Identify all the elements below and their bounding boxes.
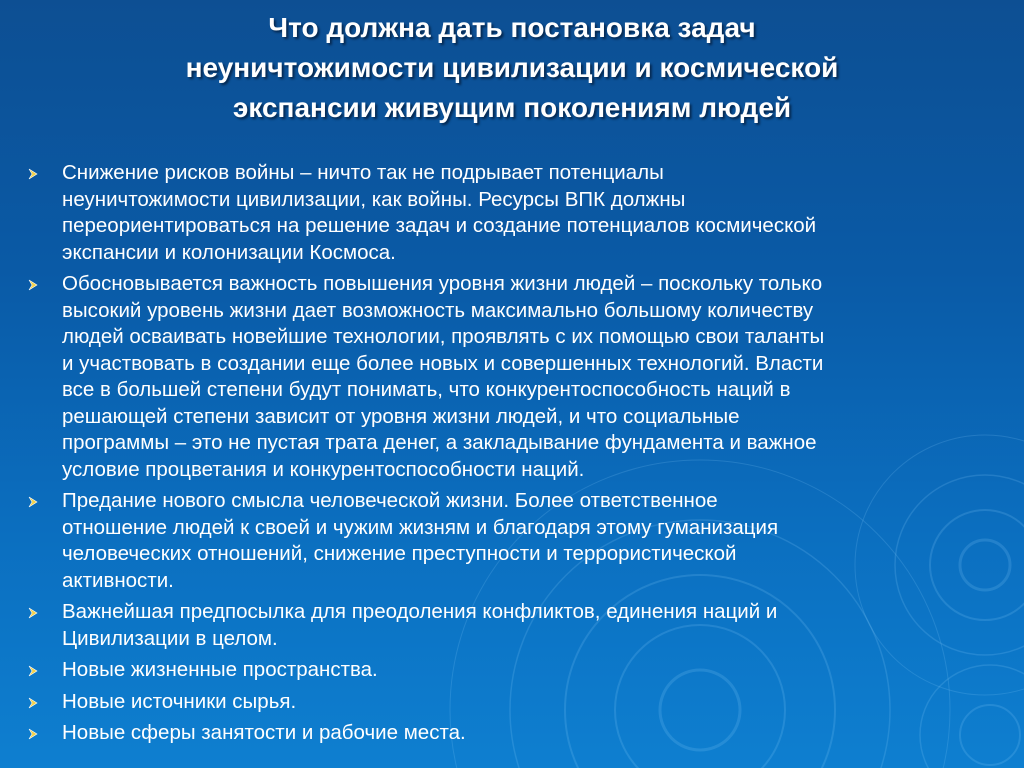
bullet-text-line: и участвовать в создании еще более новых и совершенных технологий. Власти: [62, 351, 824, 375]
title-line: Что должна дать постановка задач: [268, 12, 756, 43]
bullet-text-line: переориентироваться на решение задач и создание потенциалов космической: [62, 214, 817, 237]
bullet-text-line: высокий уровень жизни дает возможность максимально большому количеству: [62, 298, 814, 322]
bullet-text-line: Обосновывается важность повышения уровня жизни людей – поскольку только: [62, 272, 823, 295]
arrow-right-icon: [23, 160, 43, 186]
title-line: экспансии живущим поколениям людей: [232, 92, 792, 123]
bullet-text-line: Новые источники сырья.: [62, 689, 297, 713]
arrow-right-icon: [23, 271, 43, 297]
bullet-text-line: неуничтожимости цивилизации, как войны. Ресурсы ВПК должны: [62, 187, 686, 211]
arrow-right-icon: [23, 720, 43, 746]
bullet-item: [20, 488, 1020, 594]
bullet-text-line: Предание нового смысла человеческой жизни. Более ответственное: [62, 489, 718, 512]
bullet-item: [20, 689, 1020, 716]
bullet-text-line: условие процветания и конкурентоспособности наций.: [62, 457, 585, 481]
bullet-text-line: программы – это не пустая трата денег, а закладывание фундамента и важное: [62, 431, 817, 454]
bullet-text-line: людей осваивать новейшие технологии, проявлять с их помощью свои таланты: [62, 325, 825, 348]
bullet-item: [20, 720, 1020, 747]
arrow-right-icon: [23, 689, 43, 715]
bullet-text-line: отношение людей к своей и чужим жизням и благодаря этому гуманизация: [62, 515, 779, 539]
bullet-item: [20, 657, 1020, 684]
bullet-text-line: человеческих отношений, снижение преступности и террористической: [62, 542, 737, 565]
title-line: неуничтожимости цивилизации и космической: [185, 52, 839, 83]
bullet-text-line: активности.: [62, 568, 174, 592]
bullet-text-line: Снижение рисков войны – ничто так не подрывает потенциалы: [62, 161, 664, 184]
bullet-text-line: Новые жизненные пространства.: [62, 658, 378, 681]
bullet-item: [20, 271, 1020, 483]
bullet-list: [20, 160, 1020, 752]
bullet-text-line: все в большей степени будут понимать, что конкурентоспособность наций в: [62, 378, 791, 401]
arrow-right-icon: [23, 599, 43, 625]
bullet-text-line: Важнейшая предпосылка для преодоления конфликтов, единения наций и: [62, 600, 778, 623]
arrow-right-icon: [23, 488, 43, 514]
arrow-right-icon: [23, 657, 43, 683]
bullet-text-line: Новые сферы занятости и рабочие места.: [62, 721, 466, 744]
bullet-item: [20, 160, 1020, 266]
slide-title: [40, 8, 984, 128]
bullet-item: [20, 599, 1020, 652]
bullet-text-line: Цивилизации в целом.: [62, 626, 278, 650]
bullet-text-line: решающей степени зависит от уровня жизни людей, и что социальные: [62, 404, 740, 428]
bullet-text-line: экспансии и колонизации Космоса.: [62, 240, 396, 264]
